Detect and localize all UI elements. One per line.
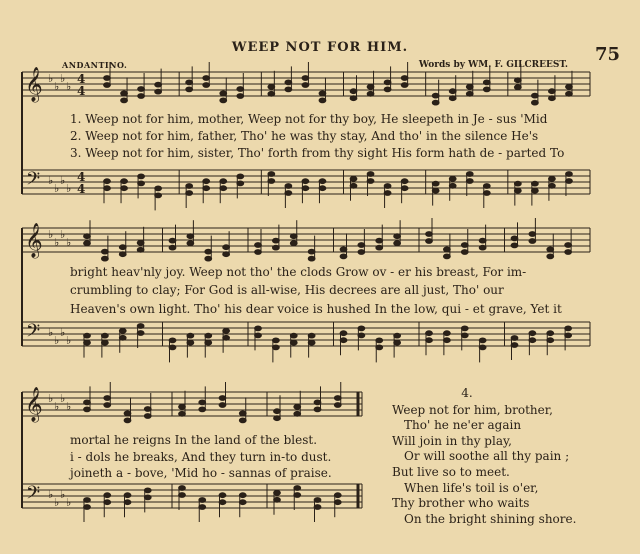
note-head xyxy=(531,188,538,193)
note-head xyxy=(186,191,193,196)
note-head xyxy=(223,245,230,250)
note-head xyxy=(308,249,315,254)
note-head xyxy=(449,183,456,188)
flat-icon: ♭ xyxy=(54,80,60,93)
note-head xyxy=(104,76,111,81)
note-head xyxy=(104,396,111,401)
note-head xyxy=(119,328,126,333)
note-head xyxy=(124,493,131,498)
flat-icon: ♭ xyxy=(54,334,60,347)
note-head xyxy=(426,232,433,237)
note-head xyxy=(358,333,365,338)
bass-clef-icon: 𝄢 xyxy=(26,321,41,346)
note-head xyxy=(220,98,227,103)
system3-line2: i - dols he breaks, And they turn in-to dust. xyxy=(70,450,332,464)
note-head xyxy=(84,400,91,405)
note-head xyxy=(203,186,210,191)
note-head xyxy=(376,245,383,250)
flat-icon: ♭ xyxy=(48,174,54,187)
flat-icon: ♭ xyxy=(48,72,54,85)
note-head xyxy=(220,186,227,191)
treble-clef-icon: 𝄞 xyxy=(25,67,43,102)
system3-line1: mortal he reigns In the land of the blest. xyxy=(70,433,318,447)
note-head xyxy=(124,411,131,416)
stanza-line: Or will soothe all thy pain ; xyxy=(404,449,570,464)
note-head xyxy=(255,243,262,248)
note-head xyxy=(290,333,297,338)
note-head xyxy=(84,340,91,345)
note-head xyxy=(308,340,315,345)
note-head xyxy=(358,326,365,331)
note-head xyxy=(272,245,279,250)
note-head xyxy=(155,186,162,191)
note-head xyxy=(274,409,281,414)
stanza-line: On the bright shining shore. xyxy=(404,511,577,526)
note-head xyxy=(394,340,401,345)
flat-icon: ♭ xyxy=(60,228,66,241)
note-head xyxy=(169,345,176,350)
note-head xyxy=(461,243,468,248)
note-head xyxy=(137,324,144,329)
note-head xyxy=(449,176,456,181)
note-head xyxy=(449,89,456,94)
note-head xyxy=(426,338,433,343)
note-head xyxy=(223,328,230,333)
time-signature: 4 xyxy=(77,182,86,196)
note-head xyxy=(394,234,401,239)
note-head xyxy=(432,100,439,105)
note-head xyxy=(466,84,473,89)
note-head xyxy=(511,243,518,248)
note-head xyxy=(479,245,486,250)
time-signature: 4 xyxy=(77,170,86,184)
note-head xyxy=(549,96,556,101)
note-head xyxy=(255,326,262,331)
note-head xyxy=(483,191,490,196)
flat-icon: ♭ xyxy=(48,488,54,501)
note-head xyxy=(137,247,144,252)
note-head xyxy=(479,238,486,243)
note-head xyxy=(334,493,341,498)
note-head xyxy=(426,239,433,244)
treble-clef-icon: 𝄞 xyxy=(25,223,43,258)
note-head xyxy=(384,87,391,92)
stanza-4 xyxy=(392,386,576,527)
page-number: 75 xyxy=(594,44,620,65)
note-head xyxy=(274,490,281,495)
note-head xyxy=(104,186,111,191)
note-head xyxy=(566,84,573,89)
treble-clef-icon: 𝄞 xyxy=(25,387,43,422)
note-head xyxy=(432,181,439,186)
words-credit: Words by WM. F. GILCREEST. xyxy=(418,60,568,70)
note-head xyxy=(294,493,301,498)
note-head xyxy=(401,179,408,184)
note-head xyxy=(186,80,193,85)
note-head xyxy=(187,241,194,246)
note-head xyxy=(483,184,490,189)
note-head xyxy=(268,172,275,177)
note-head xyxy=(302,179,309,184)
note-head xyxy=(384,191,391,196)
note-head xyxy=(340,247,347,252)
note-head xyxy=(272,338,279,343)
flat-icon: ♭ xyxy=(66,334,72,347)
note-head xyxy=(179,404,186,409)
note-head xyxy=(138,94,145,99)
note-head xyxy=(199,407,206,412)
note-head xyxy=(549,183,556,188)
note-head xyxy=(367,91,374,96)
note-head xyxy=(479,345,486,350)
note-head xyxy=(302,83,309,88)
note-head xyxy=(205,333,212,338)
note-head xyxy=(466,172,473,177)
note-head xyxy=(137,331,144,336)
note-head xyxy=(84,234,91,239)
stanza-line: Tho' he ne'er again xyxy=(404,418,522,433)
note-head xyxy=(101,333,108,338)
note-head xyxy=(514,181,521,186)
flat-icon: ♭ xyxy=(66,400,72,413)
note-head xyxy=(137,240,144,245)
note-head xyxy=(199,498,206,503)
note-head xyxy=(121,186,128,191)
note-head xyxy=(529,338,536,343)
note-head xyxy=(358,243,365,248)
note-head xyxy=(124,500,131,505)
note-head xyxy=(104,403,111,408)
note-head xyxy=(219,396,226,401)
note-head xyxy=(549,89,556,94)
note-head xyxy=(285,184,292,189)
flat-icon: ♭ xyxy=(54,182,60,195)
note-head xyxy=(220,179,227,184)
note-head xyxy=(203,83,210,88)
note-head xyxy=(340,331,347,336)
note-head xyxy=(531,93,538,98)
note-head xyxy=(268,84,275,89)
note-head xyxy=(84,333,91,338)
note-head xyxy=(119,252,126,257)
note-head xyxy=(350,89,357,94)
note-head xyxy=(237,94,244,99)
note-head xyxy=(121,91,128,96)
note-head xyxy=(239,418,246,423)
note-head xyxy=(566,179,573,184)
note-head xyxy=(314,400,321,405)
note-head xyxy=(285,191,292,196)
note-head xyxy=(119,245,126,250)
note-head xyxy=(290,234,297,239)
system2-line1: bright heav'nly joy. Weep not tho' the clods Grow ov - er his breast, For im- xyxy=(70,265,527,279)
note-head xyxy=(237,87,244,92)
note-head xyxy=(169,338,176,343)
note-head xyxy=(138,174,145,179)
note-head xyxy=(155,193,162,198)
note-head xyxy=(223,252,230,257)
note-head xyxy=(334,500,341,505)
note-head xyxy=(376,338,383,343)
flat-icon: ♭ xyxy=(54,496,60,509)
note-head xyxy=(319,91,326,96)
flat-icon: ♭ xyxy=(66,80,72,93)
stanza-line: Will join in thy play, xyxy=(392,433,512,448)
note-head xyxy=(432,93,439,98)
tempo-marking: ANDANTINO. xyxy=(62,60,128,70)
note-head xyxy=(394,241,401,246)
time-signature: 4 xyxy=(77,72,86,86)
note-head xyxy=(314,505,321,510)
note-head xyxy=(84,505,91,510)
note-head xyxy=(199,400,206,405)
verse3-line: 3. Weep not for him, sister, Tho' forth from thy sight His form hath de - parted To xyxy=(70,146,565,160)
note-head xyxy=(401,76,408,81)
note-head xyxy=(466,91,473,96)
note-head xyxy=(84,498,91,503)
bass-clef-icon: 𝄢 xyxy=(26,169,41,194)
note-head xyxy=(461,250,468,255)
note-head xyxy=(479,338,486,343)
note-head xyxy=(401,186,408,191)
note-head xyxy=(449,96,456,101)
note-head xyxy=(203,179,210,184)
note-head xyxy=(308,333,315,338)
note-head xyxy=(319,98,326,103)
flat-icon: ♭ xyxy=(60,326,66,339)
note-head xyxy=(237,174,244,179)
note-head xyxy=(334,396,341,401)
bass-clef-icon: 𝄢 xyxy=(26,483,41,508)
note-head xyxy=(547,331,554,336)
note-head xyxy=(239,493,246,498)
note-head xyxy=(223,335,230,340)
note-head xyxy=(239,411,246,416)
note-head xyxy=(205,249,212,254)
flat-icon: ♭ xyxy=(48,326,54,339)
note-head xyxy=(220,91,227,96)
note-head xyxy=(255,333,262,338)
note-head xyxy=(314,407,321,412)
stanza-number: 4. xyxy=(461,386,473,400)
flat-icon: ♭ xyxy=(66,182,72,195)
note-head xyxy=(169,238,176,243)
note-head xyxy=(314,498,321,503)
note-head xyxy=(203,76,210,81)
note-head xyxy=(84,241,91,246)
note-head xyxy=(547,338,554,343)
note-head xyxy=(274,416,281,421)
note-head xyxy=(350,176,357,181)
note-head xyxy=(547,254,554,259)
note-head xyxy=(319,186,326,191)
flat-icon: ♭ xyxy=(66,236,72,249)
note-head xyxy=(334,403,341,408)
note-head xyxy=(144,414,151,419)
note-head xyxy=(566,91,573,96)
note-head xyxy=(432,188,439,193)
note-head xyxy=(144,488,151,493)
flat-icon: ♭ xyxy=(60,392,66,405)
note-head xyxy=(124,418,131,423)
note-head xyxy=(104,179,111,184)
note-head xyxy=(285,80,292,85)
note-head xyxy=(101,340,108,345)
flat-icon: ♭ xyxy=(54,400,60,413)
note-head xyxy=(290,340,297,345)
note-head xyxy=(426,331,433,336)
system2-line2: crumbling to clay; For God is all-wise, His decrees are all just, Tho' our xyxy=(70,283,504,297)
note-head xyxy=(302,76,309,81)
note-head xyxy=(565,243,572,248)
note-head xyxy=(302,186,309,191)
note-head xyxy=(483,87,490,92)
note-head xyxy=(187,340,194,345)
note-head xyxy=(565,250,572,255)
stanza-line: Thy brother who waits xyxy=(392,496,530,511)
note-head xyxy=(340,338,347,343)
note-head xyxy=(384,184,391,189)
note-head xyxy=(294,404,301,409)
note-head xyxy=(511,336,518,341)
note-head xyxy=(121,179,128,184)
note-head xyxy=(529,232,536,237)
flat-icon: ♭ xyxy=(60,488,66,501)
note-head xyxy=(186,184,193,189)
note-head xyxy=(138,87,145,92)
note-head xyxy=(179,486,186,491)
note-head xyxy=(514,85,521,90)
note-head xyxy=(358,250,365,255)
note-head xyxy=(350,96,357,101)
note-head xyxy=(367,179,374,184)
system3-line3: joineth a - bove, 'Mid ho - sannas of praise. xyxy=(70,466,332,480)
note-head xyxy=(219,403,226,408)
note-head xyxy=(384,80,391,85)
note-head xyxy=(443,331,450,336)
note-head xyxy=(376,238,383,243)
note-head xyxy=(308,256,315,261)
note-head xyxy=(350,183,357,188)
note-head xyxy=(104,83,111,88)
note-head xyxy=(566,172,573,177)
flat-icon: ♭ xyxy=(48,228,54,241)
note-head xyxy=(376,345,383,350)
note-head xyxy=(443,338,450,343)
note-head xyxy=(101,256,108,261)
system2-line3: Heaven's own light. Tho' his dear voice is hushed In the low, qui - et grave, Yet it xyxy=(70,302,562,316)
note-head xyxy=(531,181,538,186)
note-head xyxy=(483,80,490,85)
note-head xyxy=(187,234,194,239)
note-head xyxy=(101,249,108,254)
note-head xyxy=(274,497,281,502)
note-head xyxy=(237,181,244,186)
note-head xyxy=(565,333,572,338)
note-head xyxy=(104,500,111,505)
note-head xyxy=(268,179,275,184)
time-signature: 4 xyxy=(77,84,86,98)
note-head xyxy=(219,500,226,505)
note-head xyxy=(255,250,262,255)
note-head xyxy=(394,333,401,338)
note-head xyxy=(272,345,279,350)
note-head xyxy=(461,326,468,331)
note-head xyxy=(565,326,572,331)
note-head xyxy=(268,91,275,96)
note-head xyxy=(401,83,408,88)
note-head xyxy=(511,343,518,348)
note-head xyxy=(514,188,521,193)
verse2-line: 2. Weep not for him, father, Tho' he was thy stay, And tho' in the silence He's xyxy=(70,129,539,143)
note-head xyxy=(205,256,212,261)
note-head xyxy=(144,495,151,500)
note-head xyxy=(294,486,301,491)
note-head xyxy=(319,179,326,184)
note-head xyxy=(285,87,292,92)
note-head xyxy=(169,245,176,250)
note-head xyxy=(340,254,347,259)
flat-icon: ♭ xyxy=(66,496,72,509)
stanza-line: When life's toil is o'er, xyxy=(404,480,539,495)
verse1-line: 1. Weep not for him, mother, Weep not for thy boy, He sleepeth in Je - sus 'Mid xyxy=(70,112,548,126)
note-head xyxy=(84,407,91,412)
note-head xyxy=(531,100,538,105)
flat-icon: ♭ xyxy=(60,72,66,85)
stanza-line: But live so to meet. xyxy=(392,464,510,479)
hymn-title: WEEP NOT FOR HIM. xyxy=(231,40,409,55)
note-head xyxy=(529,239,536,244)
note-head xyxy=(529,331,536,336)
note-head xyxy=(187,333,194,338)
note-head xyxy=(272,238,279,243)
note-head xyxy=(461,333,468,338)
note-head xyxy=(367,172,374,177)
note-head xyxy=(219,493,226,498)
note-head xyxy=(443,247,450,252)
note-head xyxy=(138,181,145,186)
note-head xyxy=(514,78,521,83)
note-head xyxy=(290,241,297,246)
flat-icon: ♭ xyxy=(54,236,60,249)
note-head xyxy=(205,340,212,345)
note-head xyxy=(443,254,450,259)
note-head xyxy=(155,82,162,87)
note-head xyxy=(179,411,186,416)
flat-icon: ♭ xyxy=(60,174,66,187)
stanza-line: Weep not for him, brother, xyxy=(392,402,553,417)
note-head xyxy=(294,411,301,416)
note-head xyxy=(121,98,128,103)
note-head xyxy=(199,505,206,510)
note-head xyxy=(547,247,554,252)
note-head xyxy=(466,179,473,184)
note-head xyxy=(155,89,162,94)
note-head xyxy=(144,407,151,412)
note-head xyxy=(549,176,556,181)
note-head xyxy=(367,84,374,89)
flat-icon: ♭ xyxy=(48,392,54,405)
note-head xyxy=(186,87,193,92)
note-head xyxy=(179,493,186,498)
note-head xyxy=(239,500,246,505)
note-head xyxy=(511,236,518,241)
note-head xyxy=(119,335,126,340)
note-head xyxy=(104,493,111,498)
